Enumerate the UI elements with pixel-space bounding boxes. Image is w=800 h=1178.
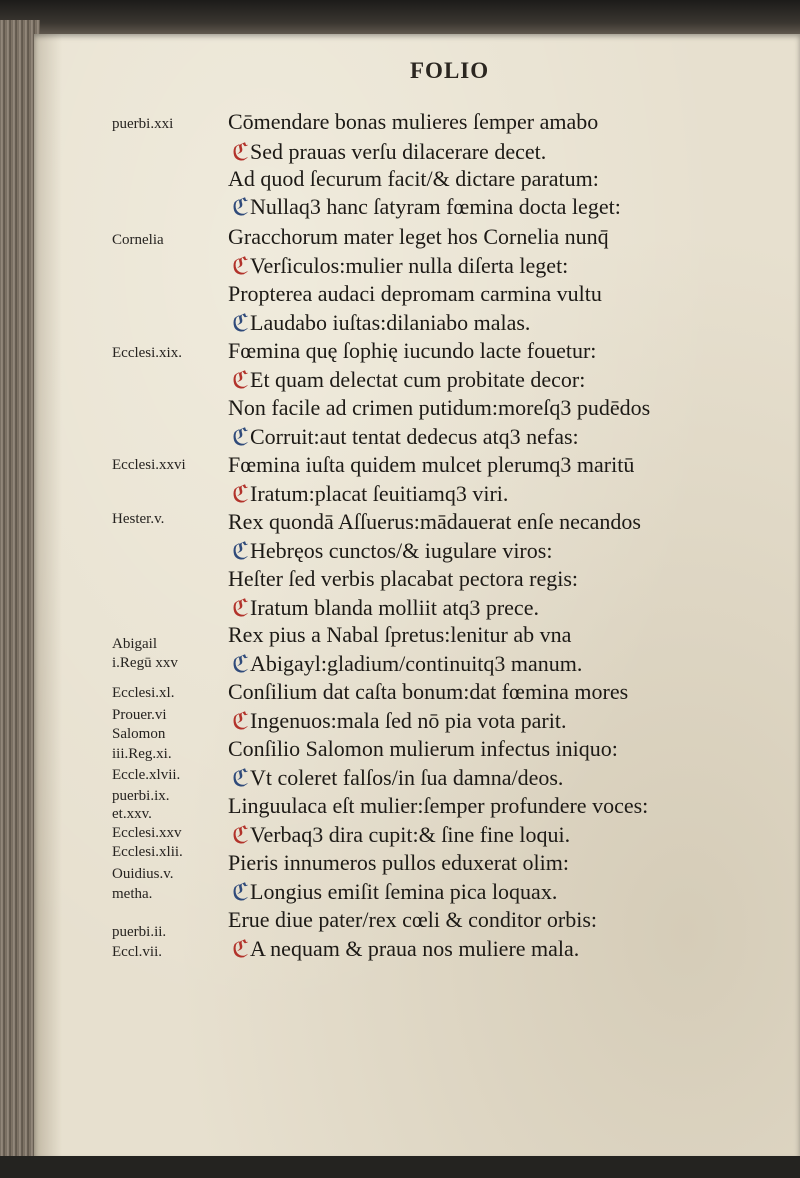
margin-note: Ecclesi.xix. xyxy=(112,345,182,361)
blue-pilcrow-icon: ℭ xyxy=(232,764,249,792)
verse-line xyxy=(232,764,792,795)
margin-note: Hester.v. xyxy=(112,511,165,527)
verse-text: Fœmina quę ſophię iucundo lacte fouetur: xyxy=(228,338,597,363)
margin-note: et.xxv. xyxy=(112,806,152,822)
verse-text: Abigayl:gladium/continuitq3 manum. xyxy=(250,651,583,676)
red-pilcrow-icon: ℭ xyxy=(232,594,249,622)
verse-text: Nullaq3 hanc ſatyram fœmina docta leget: xyxy=(250,194,621,219)
red-pilcrow-icon: ℭ xyxy=(232,366,249,394)
red-pilcrow-icon: ℭ xyxy=(232,138,249,166)
verse-text: Vt coleret falſos/in ſua damna/deos. xyxy=(250,765,564,790)
margin-note: Prouer.vi xyxy=(112,707,167,723)
verse-text: Linguulaca eſt mulier:ſemper profundere voces: xyxy=(228,793,649,818)
margin-note: puerbi.ix. xyxy=(112,788,170,804)
verse-line xyxy=(228,906,788,937)
verse-text: Iratum:placat ſeuitiamq3 viri. xyxy=(250,481,509,506)
margin-note: puerbi.ii. xyxy=(112,924,167,940)
margin-note: Cornelia xyxy=(112,232,164,248)
page-header-folio: FOLIO xyxy=(410,58,490,83)
margin-note: Eccl.vii. xyxy=(112,944,162,960)
verse-text: Propterea audaci depromam carmina vultu xyxy=(228,281,602,306)
verse-text: Hebręos cunctos/& iugulare viros: xyxy=(250,538,553,563)
verse-text: Conſilium dat caſta bonum:dat fœmina mores xyxy=(228,679,629,704)
verse-line xyxy=(228,565,788,596)
verse-text: Gracchorum mater leget hos Cornelia nunq̄ xyxy=(228,224,609,249)
margin-note: Ecclesi.xxv xyxy=(112,825,182,841)
margin-note: Ecclesi.xl. xyxy=(112,685,175,701)
verse-line xyxy=(232,878,792,909)
margin-note: Abigail xyxy=(112,636,157,652)
red-pilcrow-icon: ℭ xyxy=(232,707,249,735)
margin-note: Eccle.xlvii. xyxy=(112,767,181,783)
verse-line xyxy=(232,193,792,224)
verse-line xyxy=(232,935,792,966)
verse-line xyxy=(228,108,788,139)
verse-text: Non facile ad crimen putidum:moreſq3 pudēdos xyxy=(228,395,651,420)
verse-text: Pieris innumeros pullos eduxerat olim: xyxy=(228,850,569,875)
verse-line xyxy=(228,394,788,425)
verse-text: Verſiculos:mulier nulla diſerta leget: xyxy=(250,253,569,278)
margin-note: Ecclesi.xxvi xyxy=(112,457,186,473)
verse-text: Cōmendare bonas mulieres ſemper amabo xyxy=(228,109,599,134)
verse-line xyxy=(228,621,788,652)
verse-line xyxy=(232,650,792,681)
verse-line xyxy=(228,508,788,539)
verse-line xyxy=(228,678,788,709)
blue-pilcrow-icon: ℭ xyxy=(232,309,249,337)
verse-line xyxy=(232,366,792,397)
book-bottom-edge xyxy=(0,1156,800,1178)
margin-note: Ouidius.v. xyxy=(112,866,174,882)
verse-line xyxy=(232,309,792,340)
margin-note: Ecclesi.xlii. xyxy=(112,844,183,860)
red-pilcrow-icon: ℭ xyxy=(232,821,249,849)
verse-line xyxy=(228,735,788,766)
margin-note: iii.Reg.xi. xyxy=(112,746,172,762)
book-top-edge xyxy=(0,0,800,38)
verse-text: Conſilio Salomon mulierum infectus iniquo: xyxy=(228,736,618,761)
verse-text: Ad quod ſecurum facit/& dictare paratum: xyxy=(228,166,599,191)
verse-line xyxy=(228,451,788,482)
verse-line xyxy=(228,223,788,254)
margin-note: metha. xyxy=(112,886,153,902)
red-pilcrow-icon: ℭ xyxy=(232,252,249,280)
verse-text: Iratum blanda molliit atq3 prece. xyxy=(250,595,539,620)
verse-line xyxy=(228,792,788,823)
verse-line xyxy=(228,337,788,368)
verse-text: Laudabo iuſtas:dilaniabo malas. xyxy=(250,310,531,335)
blue-pilcrow-icon: ℭ xyxy=(232,650,249,678)
verse-text: A nequam & praua nos muliere mala. xyxy=(250,936,580,961)
blue-pilcrow-icon: ℭ xyxy=(232,193,249,221)
margin-note: puerbi.xxi xyxy=(112,116,174,132)
margin-note: i.Regū xxv xyxy=(112,655,178,671)
verse-line xyxy=(232,423,792,454)
verse-text: Rex quondā Aſſuerus:mādauerat enſe necandos xyxy=(228,509,641,534)
verse-text: Heſter ſed verbis placabat pectora regis: xyxy=(228,566,579,591)
margin-note: Salomon xyxy=(112,726,166,742)
verse-line xyxy=(232,537,792,568)
verse-line xyxy=(228,280,788,311)
verse-line xyxy=(232,821,792,852)
red-pilcrow-icon: ℭ xyxy=(232,935,249,963)
verse-text: Ingenuos:mala ſed nō pia vota parit. xyxy=(250,708,567,733)
verse-line xyxy=(232,480,792,511)
verse-text: Fœmina iuſta quidem mulcet plerumq3 maritū xyxy=(228,452,635,477)
verse-text: Rex pius a Nabal ſpretus:lenitur ab vna xyxy=(228,622,572,647)
red-pilcrow-icon: ℭ xyxy=(232,480,249,508)
verse-text: Longius emiſit ſemina pica loquax. xyxy=(250,879,558,904)
blue-pilcrow-icon: ℭ xyxy=(232,423,249,451)
verse-line xyxy=(228,165,788,196)
verse-line xyxy=(232,252,792,283)
verse-line xyxy=(228,849,788,880)
verse-text: Et quam delectat cum probitate decor: xyxy=(250,367,586,392)
verse-text: Corruit:aut tentat dedecus atq3 nefas: xyxy=(250,424,579,449)
blue-pilcrow-icon: ℭ xyxy=(232,537,249,565)
verse-text: Erue diue pater/rex cœli & conditor orbis: xyxy=(228,907,597,932)
verse-line xyxy=(232,707,792,738)
verse-text: Verbaq3 dira cupit:& ſine fine loqui. xyxy=(250,822,571,847)
verse-text: Sed prauas verſu dilacerare decet. xyxy=(250,139,547,164)
blue-pilcrow-icon: ℭ xyxy=(232,878,249,906)
